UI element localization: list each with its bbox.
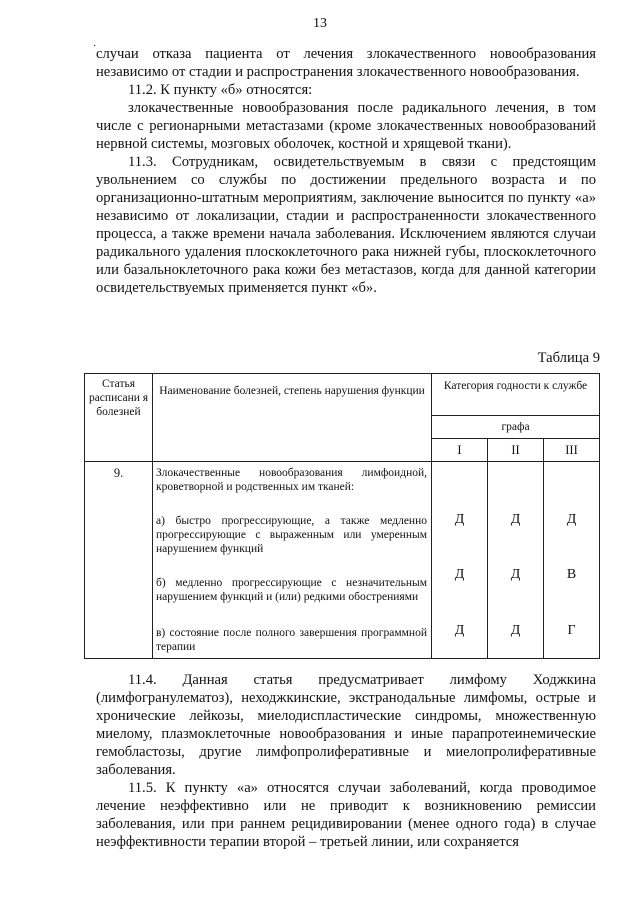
item-c: в) состояние после полного завершения программной терапии [156,627,427,653]
disease-description [153,462,432,659]
header-column-3: III [544,439,600,462]
page-number: 13 [313,16,327,31]
item-b: б) медленно прогрессирующие с незначительным нарушением функций и (или) редкими обострениями [156,577,427,603]
paragraph-11-4: 11.4. Данная статья предусматривает лимфому Ходжкина (лимфогранулематоз), неходжкинские, экстранодальные лимфомы, острые и хронические лейкозы, миелодиспластические синдромы, множественную миелому, плазмоклеточные новообразования и иные парапротеинемические гемобластозы, другие лимфопролиферативные и миелопролиферативные заболевания. [96,672,596,778]
disease-group-title: Злокачественные новообразования лимфоидной, кроветворной и родственных им тканей: [156,467,427,493]
grade-b-col1: Д [454,567,465,582]
table-caption: Таблица 9 [537,350,600,366]
bottom-text-block [96,671,596,851]
grade-a-col2: Д [510,512,521,527]
scan-dot: · [93,41,97,52]
grade-a-col3: Д [566,512,577,527]
paragraph-11-2-heading: 11.2. К пункту «б» относятся: [128,82,313,98]
grade-c-col1: Д [454,623,465,638]
paragraph-11-5: 11.5. К пункту «а» относятся случаи заболеваний, когда проводимое лечение неэффективно или не приводит к возникновению ремиссии заболевания, или при раннем рецидивировании (менее одного года) в случае неэффективности терапии второй – третьей линии, или сохраняется [96,780,596,850]
grade-b-col3: В [566,567,577,582]
article-number: 9. [85,462,153,659]
top-text-block [96,45,596,297]
header-fitness-category: Категория годности к службе [432,374,600,416]
header-grafa: графа [432,416,600,439]
paragraph-continuation: случаи отказа пациента от лечения злокачественного новообразования независимо от стадии и распространения злокачественного новообразования. [96,46,596,80]
item-a: а) быстро прогрессирующие, а также медленно прогрессирующие с выраженным или умеренным нарушением функций [156,515,427,555]
grades-column-2 [488,462,544,659]
grade-b-col2: Д [510,567,521,582]
header-column-2: II [488,439,544,462]
paragraph-11-2-body: злокачественные новообразования после радикального лечения, в том числе с регионарными метастазами (кроме злокачественных новообразований нервной системы, мозговых оболочек, костной и хрящевой ткани). [96,100,596,152]
grade-c-col3: Г [567,623,576,638]
paragraph-11-3: 11.3. Сотрудникам, освидетельствуемым в связи с предстоящим увольнением со службы по достижении предельного возраста и по организационно-штатным мероприятиям, заключение выносится по пункту «а» независимо от локализации, стадии и распространенности злокачественного процесса, а также времени начала заболевания. Исключением являются случаи радикального удаления плоскоклеточного рака нижней губы, плоскоклеточного или базальноклеточного рака кожи без метастазов, когда для данной категории освидетельствуемых применяется пункт «б». [96,154,596,296]
disease-schedule-table [84,373,600,659]
grades-column-1 [432,462,488,659]
table-row [85,462,600,659]
header-disease-name: Наименование болезней, степень нарушения функции [153,374,432,462]
header-column-1: I [432,439,488,462]
grade-c-col2: Д [510,623,521,638]
grades-column-3 [544,462,600,659]
grade-a-col1: Д [454,512,465,527]
header-article: Статья расписани я болезней [85,374,153,462]
